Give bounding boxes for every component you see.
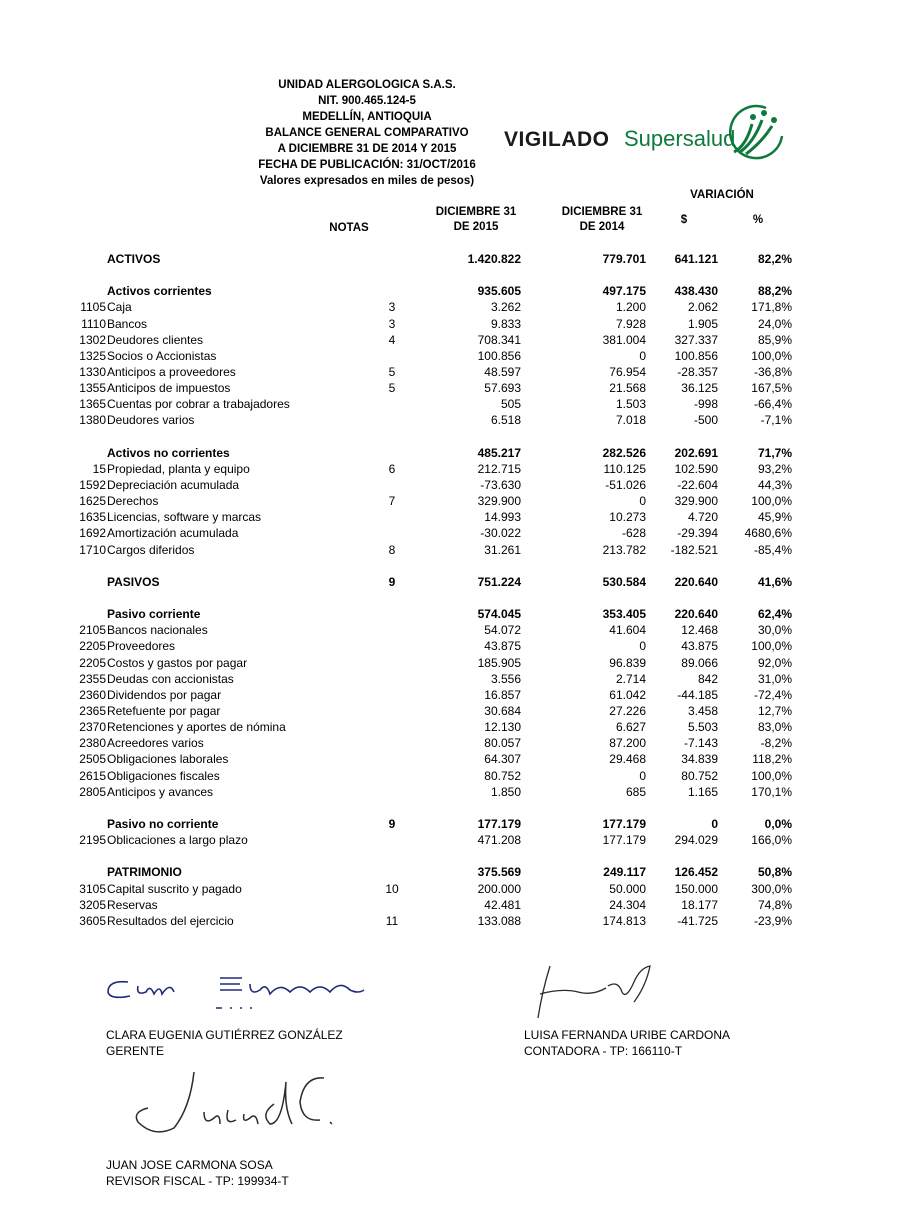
account-label: Derechos bbox=[107, 494, 159, 508]
variation-amount: -500 bbox=[693, 413, 718, 427]
variation-amount: -41.725 bbox=[677, 914, 718, 928]
table-row bbox=[0, 751, 906, 767]
variation-percent: 100,0% bbox=[751, 494, 792, 508]
variation-amount: 220.640 bbox=[674, 575, 718, 589]
revisor-role: REVISOR FISCAL - TP: 199934-T bbox=[106, 1174, 289, 1188]
account-label: Anticipos de impuestos bbox=[107, 381, 231, 395]
variation-amount: 438.430 bbox=[674, 284, 718, 298]
value-2015: 375.569 bbox=[477, 865, 521, 879]
account-code: 15 bbox=[92, 462, 106, 476]
note-ref: 5 bbox=[388, 365, 396, 379]
account-label: Acreedores varios bbox=[107, 736, 204, 750]
table-row bbox=[0, 719, 906, 735]
value-2015: 54.072 bbox=[484, 623, 521, 637]
table-row bbox=[0, 493, 906, 509]
variation-amount: 36.125 bbox=[681, 381, 718, 395]
value-2014: 0 bbox=[639, 349, 646, 363]
variation-amount: 80.752 bbox=[681, 769, 718, 783]
note-ref: 8 bbox=[388, 543, 396, 557]
revisor-block bbox=[106, 1157, 289, 1189]
account-code: 1625 bbox=[79, 494, 106, 508]
table-row bbox=[0, 364, 906, 380]
value-2014: 6.627 bbox=[615, 720, 646, 734]
table-row bbox=[0, 735, 906, 751]
value-2015: 505 bbox=[500, 397, 521, 411]
variation-percent: 166,0% bbox=[751, 833, 792, 847]
variation-amount: 329.900 bbox=[674, 494, 718, 508]
value-2014: 27.226 bbox=[609, 704, 646, 718]
value-2015: 485.217 bbox=[477, 446, 521, 460]
value-2014: 110.125 bbox=[603, 462, 646, 476]
variation-percent: 4680,6% bbox=[744, 526, 792, 540]
table-row bbox=[0, 703, 906, 719]
variation-amount: 220.640 bbox=[674, 607, 718, 621]
value-2014: 0 bbox=[639, 639, 646, 653]
value-2015: 57.693 bbox=[484, 381, 521, 395]
value-2014: 7.018 bbox=[615, 413, 646, 427]
table-row bbox=[0, 687, 906, 703]
account-label: Activos no corrientes bbox=[107, 446, 230, 460]
report-title: BALANCE GENERAL COMPARATIVO bbox=[265, 127, 469, 139]
value-2015: 12.130 bbox=[484, 720, 521, 734]
variation-percent: 12,7% bbox=[757, 704, 792, 718]
account-code: 2365 bbox=[79, 704, 106, 718]
section-row bbox=[0, 251, 906, 267]
value-2015: 329.900 bbox=[477, 494, 521, 508]
variation-percent: 41,6% bbox=[757, 575, 792, 589]
variation-percent: 82,2% bbox=[757, 252, 792, 266]
variation-percent: 30,0% bbox=[757, 623, 792, 637]
gerente-signature bbox=[100, 972, 370, 1012]
value-2014: -628 bbox=[621, 526, 646, 540]
value-2014: 2.714 bbox=[615, 672, 646, 686]
section-row bbox=[0, 283, 906, 299]
value-2015: 3.262 bbox=[490, 300, 521, 314]
value-2014: 497.175 bbox=[602, 284, 646, 298]
value-2015: 31.261 bbox=[484, 543, 521, 557]
account-code: 2205 bbox=[79, 639, 106, 653]
account-code: 1105 bbox=[80, 300, 106, 314]
account-code: 2380 bbox=[79, 736, 106, 750]
variation-percent: 24,0% bbox=[757, 317, 792, 331]
account-label: Deudores clientes bbox=[107, 333, 204, 347]
value-2014: 174.813 bbox=[602, 914, 646, 928]
contadora-name: LUISA FERNANDA URIBE CARDONA bbox=[524, 1028, 731, 1042]
variation-percent: 50,8% bbox=[757, 865, 792, 879]
value-2015: 1.850 bbox=[490, 785, 521, 799]
variation-amount: -29.394 bbox=[677, 526, 718, 540]
variation-percent: 300,0% bbox=[751, 882, 792, 896]
variation-percent: -7,1% bbox=[760, 413, 792, 427]
variation-amount: 34.839 bbox=[681, 752, 718, 766]
variation-amount: 202.691 bbox=[674, 446, 718, 460]
value-2014: 87.200 bbox=[609, 736, 646, 750]
account-label: Costos y gastos por pagar bbox=[107, 656, 248, 670]
report-period: A DICIEMBRE 31 DE 2014 Y 2015 bbox=[277, 143, 457, 155]
account-label: Anticipos a proveedores bbox=[107, 365, 236, 379]
value-2015: 42.481 bbox=[484, 898, 521, 912]
account-code: 1325 bbox=[79, 349, 106, 363]
value-2015: 64.307 bbox=[484, 752, 521, 766]
value-2014: 779.701 bbox=[602, 252, 646, 266]
account-label: Activos corrientes bbox=[107, 284, 212, 298]
variation-amount: -22.604 bbox=[677, 478, 718, 492]
table-row bbox=[0, 461, 906, 477]
value-2014: 24.304 bbox=[609, 898, 646, 912]
account-label: Retenciones y aportes de nómina bbox=[107, 720, 286, 734]
account-label: Dividendos por pagar bbox=[107, 688, 222, 702]
value-2015: 16.857 bbox=[484, 688, 521, 702]
gerente-role: GERENTE bbox=[106, 1044, 165, 1058]
account-label: Oblicaciones a largo plazo bbox=[107, 833, 248, 847]
variation-percent: 85,9% bbox=[757, 333, 792, 347]
value-2015: 30.684 bbox=[484, 704, 521, 718]
account-code: 1330 bbox=[79, 365, 106, 379]
account-code: 2205 bbox=[79, 656, 106, 670]
account-label: PATRIMONIO bbox=[107, 865, 182, 879]
variation-amount: 1.165 bbox=[687, 785, 718, 799]
value-2014: 76.954 bbox=[609, 365, 646, 379]
variation-percent: 171,8% bbox=[751, 300, 792, 314]
value-2014: 50.000 bbox=[609, 882, 646, 896]
value-2015: 200.000 bbox=[477, 882, 521, 896]
account-code: 1355 bbox=[79, 381, 106, 395]
account-code: 3105 bbox=[79, 882, 106, 896]
logo-supersalud-text: Supersalud bbox=[624, 126, 736, 151]
account-label: Obligaciones laborales bbox=[107, 752, 229, 766]
variation-percent: 167,5% bbox=[751, 381, 792, 395]
account-label: Licencias, software y marcas bbox=[107, 510, 262, 524]
table-row bbox=[0, 832, 906, 848]
section-row bbox=[0, 864, 906, 880]
account-code: 2505 bbox=[79, 752, 106, 766]
account-code: 1692 bbox=[79, 526, 106, 540]
variation-percent: -36,8% bbox=[753, 365, 792, 379]
variation-percent: -72,4% bbox=[753, 688, 792, 702]
section-row bbox=[0, 445, 906, 461]
note-ref: 6 bbox=[388, 462, 396, 476]
account-code: 2615 bbox=[79, 769, 106, 783]
value-2015: 100.856 bbox=[477, 349, 521, 363]
account-label: Deudas con accionistas bbox=[107, 672, 234, 686]
value-2015: 185.905 bbox=[477, 656, 521, 670]
gerente-block bbox=[106, 1027, 343, 1059]
account-code: 1710 bbox=[79, 543, 106, 557]
value-2015: 48.597 bbox=[484, 365, 521, 379]
variation-amount: 0 bbox=[711, 817, 718, 831]
variation-percent: -8,2% bbox=[760, 736, 792, 750]
variacion-dollar-header: $ bbox=[680, 214, 688, 226]
value-2015: 1.420.822 bbox=[467, 252, 521, 266]
value-2015: 471.208 bbox=[477, 833, 521, 847]
value-2014: 530.584 bbox=[602, 575, 646, 589]
variation-amount: 126.452 bbox=[674, 865, 718, 879]
company-nit: NIT. 900.465.124-5 bbox=[318, 95, 416, 107]
account-label: Bancos bbox=[107, 317, 148, 331]
value-2015: 80.057 bbox=[484, 736, 521, 750]
value-2015: -30.022 bbox=[480, 526, 521, 540]
value-2014: 177.179 bbox=[602, 817, 646, 831]
value-2015: 14.993 bbox=[484, 510, 521, 524]
account-label: Bancos nacionales bbox=[107, 623, 208, 637]
account-code: 3605 bbox=[79, 914, 106, 928]
variation-percent: 44,3% bbox=[757, 478, 792, 492]
variation-percent: 93,2% bbox=[757, 462, 792, 476]
value-2014: -51.026 bbox=[605, 478, 646, 492]
value-2014: 282.526 bbox=[602, 446, 646, 460]
table-row bbox=[0, 332, 906, 348]
account-label: Pasivo no corriente bbox=[107, 817, 219, 831]
account-label: Amortización acumulada bbox=[107, 526, 239, 540]
table-row bbox=[0, 913, 906, 929]
account-label: Caja bbox=[107, 300, 132, 314]
variation-percent: 45,9% bbox=[757, 510, 792, 524]
table-row bbox=[0, 897, 906, 913]
col-2015-header bbox=[426, 205, 526, 235]
variation-amount: 102.590 bbox=[674, 462, 718, 476]
report-header bbox=[222, 77, 512, 189]
value-2014: 96.839 bbox=[609, 656, 646, 670]
value-2014: 0 bbox=[639, 769, 646, 783]
table-row bbox=[0, 622, 906, 638]
value-2015: -73.630 bbox=[480, 478, 521, 492]
value-2014: 21.568 bbox=[609, 381, 646, 395]
value-2015: 212.715 bbox=[477, 462, 521, 476]
variation-percent: 0,0% bbox=[764, 817, 792, 831]
value-2014: 381.004 bbox=[602, 333, 646, 347]
variation-amount: -28.357 bbox=[677, 365, 718, 379]
value-2014: 41.604 bbox=[609, 623, 646, 637]
variation-percent: 71,7% bbox=[757, 446, 792, 460]
variation-amount: 12.468 bbox=[681, 623, 718, 637]
variation-amount: 18.177 bbox=[681, 898, 718, 912]
account-code: 2195 bbox=[79, 833, 106, 847]
table-row bbox=[0, 784, 906, 800]
vigilado-supersalud-logo bbox=[504, 102, 794, 162]
value-2015: 708.341 bbox=[477, 333, 521, 347]
variation-amount: 150.000 bbox=[674, 882, 718, 896]
col-2014-header bbox=[552, 205, 652, 235]
table-row bbox=[0, 396, 906, 412]
table-row bbox=[0, 380, 906, 396]
table-row bbox=[0, 881, 906, 897]
account-label: Cuentas por cobrar a trabajadores bbox=[107, 397, 290, 411]
variation-percent: 92,0% bbox=[757, 656, 792, 670]
revisor-name: JUAN JOSE CARMONA SOSA bbox=[106, 1158, 273, 1172]
account-label: Cargos diferidos bbox=[107, 543, 195, 557]
variation-amount: 842 bbox=[697, 672, 718, 686]
account-code: 2105 bbox=[79, 623, 106, 637]
note-ref: 10 bbox=[385, 882, 399, 896]
variacion-pct-header: % bbox=[752, 214, 764, 226]
value-2015: 177.179 bbox=[477, 817, 521, 831]
note-ref: 11 bbox=[385, 914, 399, 928]
value-2014: 7.928 bbox=[615, 317, 646, 331]
variation-amount: -44.185 bbox=[677, 688, 718, 702]
account-label: PASIVOS bbox=[107, 575, 160, 589]
company-city: MEDELLÍN, ANTIOQUIA bbox=[302, 111, 432, 123]
value-2015: 9.833 bbox=[490, 317, 521, 331]
value-2014: 61.042 bbox=[609, 688, 646, 702]
publication-date: FECHA DE PUBLICACIÓN: 31/OCT/2016 bbox=[258, 159, 476, 171]
account-label: Socios o Accionistas bbox=[107, 349, 217, 363]
variation-amount: 5.503 bbox=[687, 720, 718, 734]
value-2015: 43.875 bbox=[484, 639, 521, 653]
variation-percent: 100,0% bbox=[751, 769, 792, 783]
contadora-block bbox=[524, 1027, 730, 1059]
account-label: Pasivo corriente bbox=[107, 607, 201, 621]
variacion-header: VARIACIÓN bbox=[690, 189, 754, 201]
account-label: Depreciación acumulada bbox=[107, 478, 240, 492]
account-label: ACTIVOS bbox=[107, 252, 161, 266]
account-code: 1635 bbox=[79, 510, 106, 524]
account-label: Deudores varios bbox=[107, 413, 195, 427]
contadora-signature bbox=[522, 962, 662, 1022]
value-2014: 213.782 bbox=[602, 543, 646, 557]
variation-percent: 118,2% bbox=[752, 752, 792, 766]
contadora-role: CONTADORA - TP: 166110-T bbox=[524, 1044, 683, 1058]
account-code: 1380 bbox=[79, 413, 106, 427]
value-2014: 353.405 bbox=[602, 607, 646, 621]
variation-amount: -7.143 bbox=[683, 736, 718, 750]
account-code: 1592 bbox=[79, 478, 106, 492]
col-2015-line2: DE 2015 bbox=[453, 221, 499, 233]
note-ref: 9 bbox=[388, 575, 396, 589]
account-code: 2805 bbox=[79, 785, 106, 799]
variation-amount: 100.856 bbox=[674, 349, 718, 363]
variation-percent: 100,0% bbox=[751, 639, 792, 653]
value-2014: 1.503 bbox=[615, 397, 646, 411]
currency-note: Valores expresados en miles de pesos) bbox=[259, 175, 475, 187]
variation-amount: 641.121 bbox=[674, 252, 718, 266]
note-ref: 7 bbox=[388, 494, 396, 508]
table-row bbox=[0, 299, 906, 315]
account-code: 2370 bbox=[79, 720, 106, 734]
value-2014: 177.179 bbox=[602, 833, 646, 847]
variation-amount: 327.337 bbox=[674, 333, 718, 347]
variation-percent: 88,2% bbox=[757, 284, 792, 298]
variation-amount: -998 bbox=[693, 397, 718, 411]
account-code: 2360 bbox=[79, 688, 106, 702]
table-row bbox=[0, 477, 906, 493]
note-ref: 3 bbox=[388, 300, 396, 314]
value-2015: 3.556 bbox=[490, 672, 521, 686]
account-code: 1110 bbox=[81, 317, 106, 331]
variation-amount: 4.720 bbox=[687, 510, 718, 524]
table-row bbox=[0, 348, 906, 364]
note-ref: 5 bbox=[388, 381, 396, 395]
account-label: Resultados del ejercicio bbox=[107, 914, 234, 928]
variation-percent: 100,0% bbox=[751, 349, 792, 363]
table-row bbox=[0, 316, 906, 332]
variation-amount: 3.458 bbox=[687, 704, 718, 718]
account-label: Retefuente por pagar bbox=[107, 704, 221, 718]
variation-percent: 31,0% bbox=[757, 672, 792, 686]
value-2014: 29.468 bbox=[609, 752, 646, 766]
value-2015: 935.605 bbox=[477, 284, 521, 298]
supersalud-emblem-icon bbox=[726, 102, 786, 160]
account-label: Propiedad, planta y equipo bbox=[107, 462, 250, 476]
account-code: 1302 bbox=[79, 333, 106, 347]
gerente-name: CLARA EUGENIA GUTIÉRREZ GONZÁLEZ bbox=[106, 1028, 343, 1042]
account-label: Proveedores bbox=[107, 639, 176, 653]
variation-percent: 170,1% bbox=[751, 785, 792, 799]
section-row bbox=[0, 574, 906, 590]
note-ref: 9 bbox=[388, 817, 396, 831]
table-row bbox=[0, 542, 906, 558]
variation-percent: -66,4% bbox=[753, 397, 792, 411]
notas-header: NOTAS bbox=[329, 222, 369, 234]
table-row bbox=[0, 412, 906, 428]
value-2014: 0 bbox=[639, 494, 646, 508]
table-row bbox=[0, 509, 906, 525]
variation-amount: 2.062 bbox=[687, 300, 718, 314]
account-code: 1365 bbox=[79, 397, 106, 411]
table-row bbox=[0, 525, 906, 541]
variation-amount: 1.905 bbox=[687, 317, 718, 331]
col-2015-line1: DICIEMBRE 31 bbox=[435, 206, 517, 218]
account-label: Capital suscrito y pagado bbox=[107, 882, 242, 896]
value-2014: 10.273 bbox=[609, 510, 646, 524]
value-2015: 80.752 bbox=[484, 769, 521, 783]
variation-percent: 83,0% bbox=[757, 720, 792, 734]
variation-percent: 62,4% bbox=[757, 607, 792, 621]
variation-percent: -23,9% bbox=[753, 914, 792, 928]
col-2014-line1: DICIEMBRE 31 bbox=[561, 206, 643, 218]
section-row bbox=[0, 606, 906, 622]
value-2014: 685 bbox=[625, 785, 646, 799]
account-label: Reservas bbox=[107, 898, 158, 912]
company-name: UNIDAD ALERGOLOGICA S.A.S. bbox=[278, 79, 456, 91]
account-code: 2355 bbox=[79, 672, 106, 686]
account-label: Obligaciones fiscales bbox=[107, 769, 220, 783]
table-row bbox=[0, 638, 906, 654]
table-row bbox=[0, 655, 906, 671]
variation-amount: 89.066 bbox=[681, 656, 718, 670]
variation-percent: -85,4% bbox=[753, 543, 792, 557]
value-2015: 751.224 bbox=[477, 575, 521, 589]
col-2014-line2: DE 2014 bbox=[579, 221, 625, 233]
value-2015: 574.045 bbox=[477, 607, 521, 621]
value-2015: 6.518 bbox=[490, 413, 521, 427]
table-row bbox=[0, 671, 906, 687]
variation-amount: 43.875 bbox=[681, 639, 718, 653]
value-2014: 1.200 bbox=[615, 300, 646, 314]
account-label: Anticipos y avances bbox=[107, 785, 214, 799]
section-row bbox=[0, 816, 906, 832]
note-ref: 4 bbox=[388, 333, 396, 347]
revisor-signature bbox=[124, 1068, 344, 1138]
table-row bbox=[0, 768, 906, 784]
value-2014: 249.117 bbox=[603, 865, 646, 879]
variation-amount: -182.521 bbox=[670, 543, 718, 557]
logo-vigilado-text: VIGILADO bbox=[504, 128, 610, 151]
value-2015: 133.088 bbox=[477, 914, 521, 928]
variation-amount: 294.029 bbox=[674, 833, 718, 847]
variation-percent: 74,8% bbox=[757, 898, 792, 912]
account-code: 3205 bbox=[79, 898, 106, 912]
note-ref: 3 bbox=[388, 317, 396, 331]
